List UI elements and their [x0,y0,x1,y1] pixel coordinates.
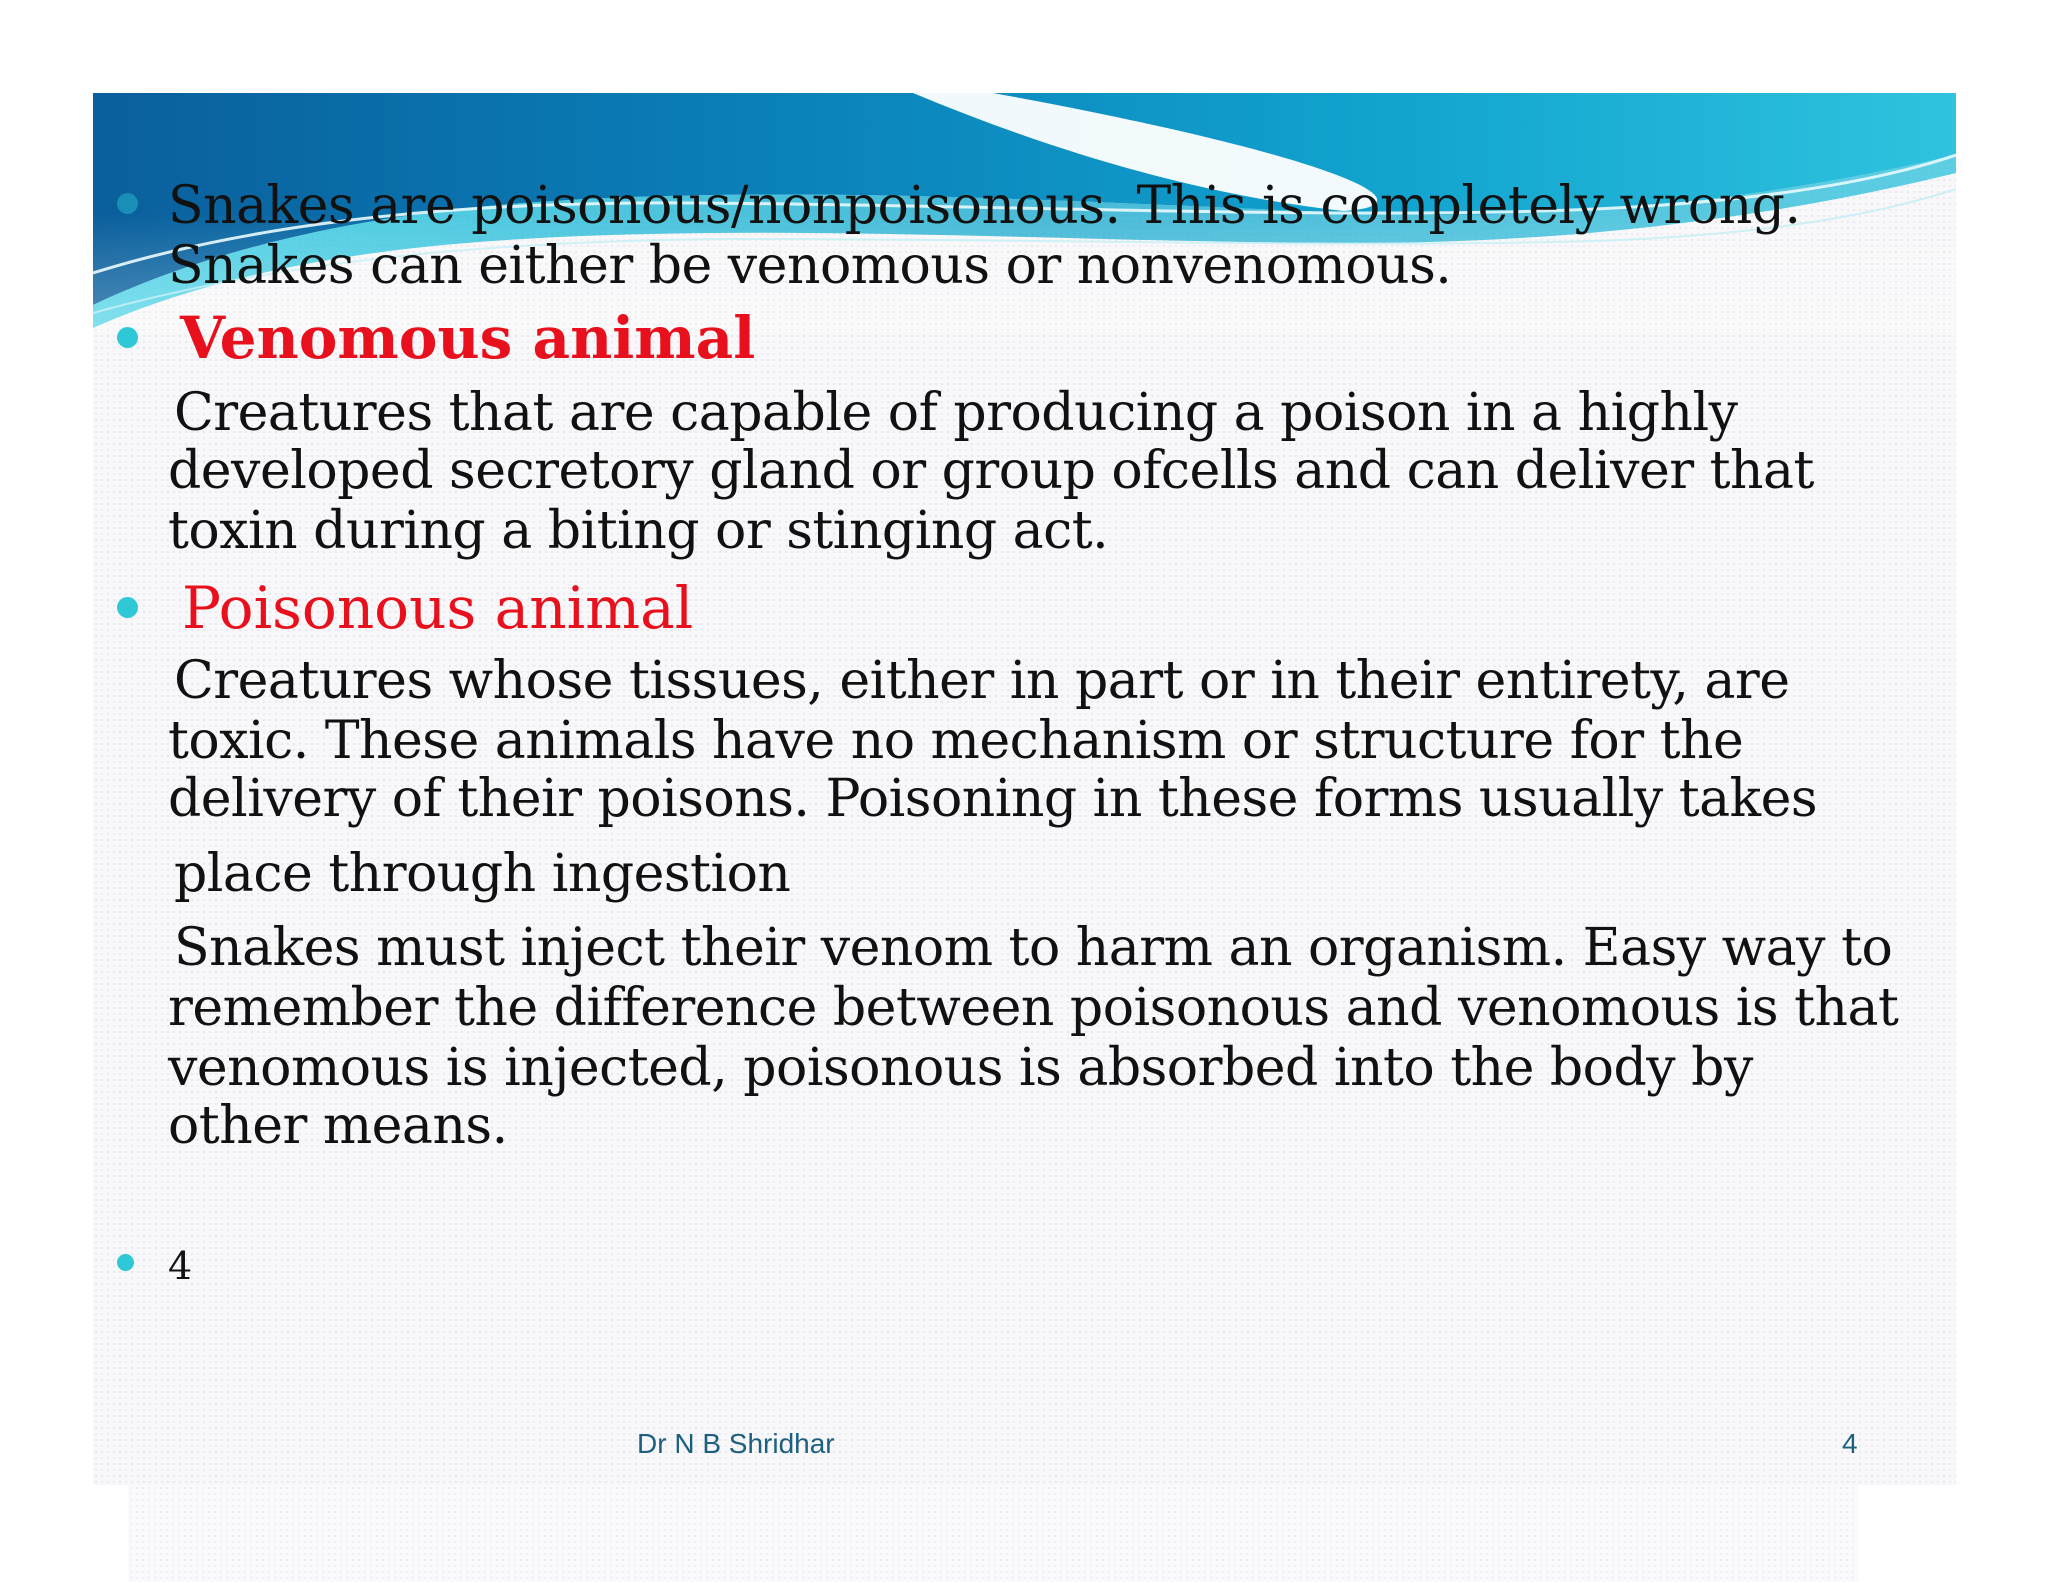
poisonous-line-2: toxic. These animals have no mechanism or structure for the [168,711,1744,771]
bullet-icon [117,1254,134,1271]
intro-line-1: Snakes are poisonous/nonpoisonous. This is completely wrong. [168,176,1801,236]
footer-page-number: 4 [1842,1428,1858,1459]
venomous-heading: Venomous animal [180,304,756,372]
bullet-icon [117,597,138,618]
venomous-line-1: Creatures that are capable of producing a poison in a highly [174,383,1738,443]
poisonous-line-4: place through ingestion [174,844,791,904]
footer-author: Dr N B Shridhar [637,1428,835,1459]
snakes-note-line-4: other means. [168,1096,508,1156]
intro-line-2: Snakes can either be venomous or nonvenomous. [168,236,1452,296]
last-bullet-text: 4 [168,1244,192,1288]
bullet-icon [117,327,138,348]
venomous-line-2: developed secretory gland or group ofcells and can deliver that [168,441,1814,501]
snakes-note-line-3: venomous is injected, poisonous is absorbed into the body by [168,1038,1753,1098]
poisonous-heading: Poisonous animal [182,574,694,642]
snakes-note-line-2: remember the difference between poisonous and venomous is that [168,978,1899,1038]
poisonous-line-3: delivery of their poisons. Poisoning in these forms usually takes [168,769,1818,829]
snakes-note-line-1: Snakes must inject their venom to harm an organism. Easy way to [174,918,1893,978]
bullet-icon [117,193,138,214]
venomous-line-3: toxin during a biting or stinging act. [168,501,1109,561]
poisonous-line-1: Creatures whose tissues, either in part or in their entirety, are [174,651,1790,711]
